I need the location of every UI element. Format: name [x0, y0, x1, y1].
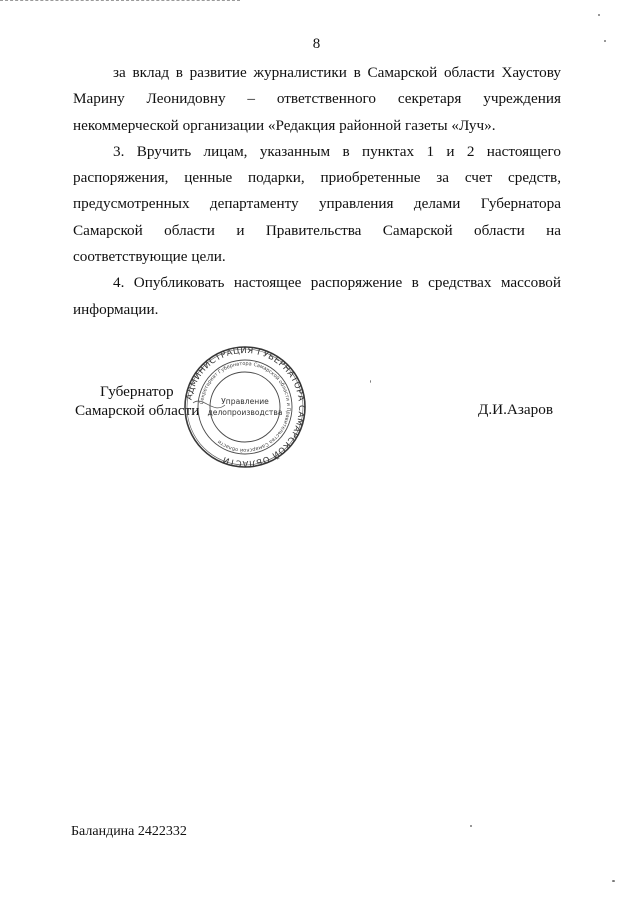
signatory-name: Д.И.Азаров — [478, 401, 553, 418]
scan-speck — [604, 40, 606, 42]
signatory-title — [75, 382, 199, 420]
paragraph-award-continuation: за вклад в развитие журналистики в Самарской области Хаустову Марину Леонидовну – ответственного секретаря учреждения некоммерческой организации «Редакция районной газеты «Луч». — [73, 64, 561, 134]
official-seal-stamp — [183, 345, 307, 469]
executor-footer: Баландина 2422332 — [71, 824, 187, 839]
scan-speck — [612, 880, 615, 882]
paragraph-item-3: 3. Вручить лицам, указанным в пунктах 1 и 2 настоящего распоряжения, ценные подарки, приобретенные за счет средств, предусмотренных департаменту управления делами Губернатора Самарской области и Правительства Самарской области на соответствующие цели. — [73, 142, 561, 266]
paragraph-item-4: 4. Опубликовать настоящее распоряжение в средствах массовой информации. — [73, 274, 561, 318]
page-number: 8 — [312, 36, 321, 52]
signatory-title-line2: Самарской области — [75, 402, 200, 419]
stamp-center-line2: делопроизводства — [207, 408, 283, 417]
scan-speck — [598, 14, 600, 16]
scan-speck — [370, 380, 371, 383]
stamp-center-line1: Управление — [221, 397, 269, 406]
signatory-title-line1: Губернатор — [100, 383, 174, 400]
stamp-middle-text: Секретариат Губернатора Самарской области и Правительства Самарской области — [199, 360, 292, 454]
stamp-outer-text: АДМИНИСТРАЦИЯ ГУБЕРНАТОРА САМАРСКОЙ ОБЛАСТИ — [183, 345, 307, 469]
scan-speck — [470, 825, 472, 827]
document-body — [73, 60, 561, 323]
top-edge-rule — [0, 0, 240, 2]
